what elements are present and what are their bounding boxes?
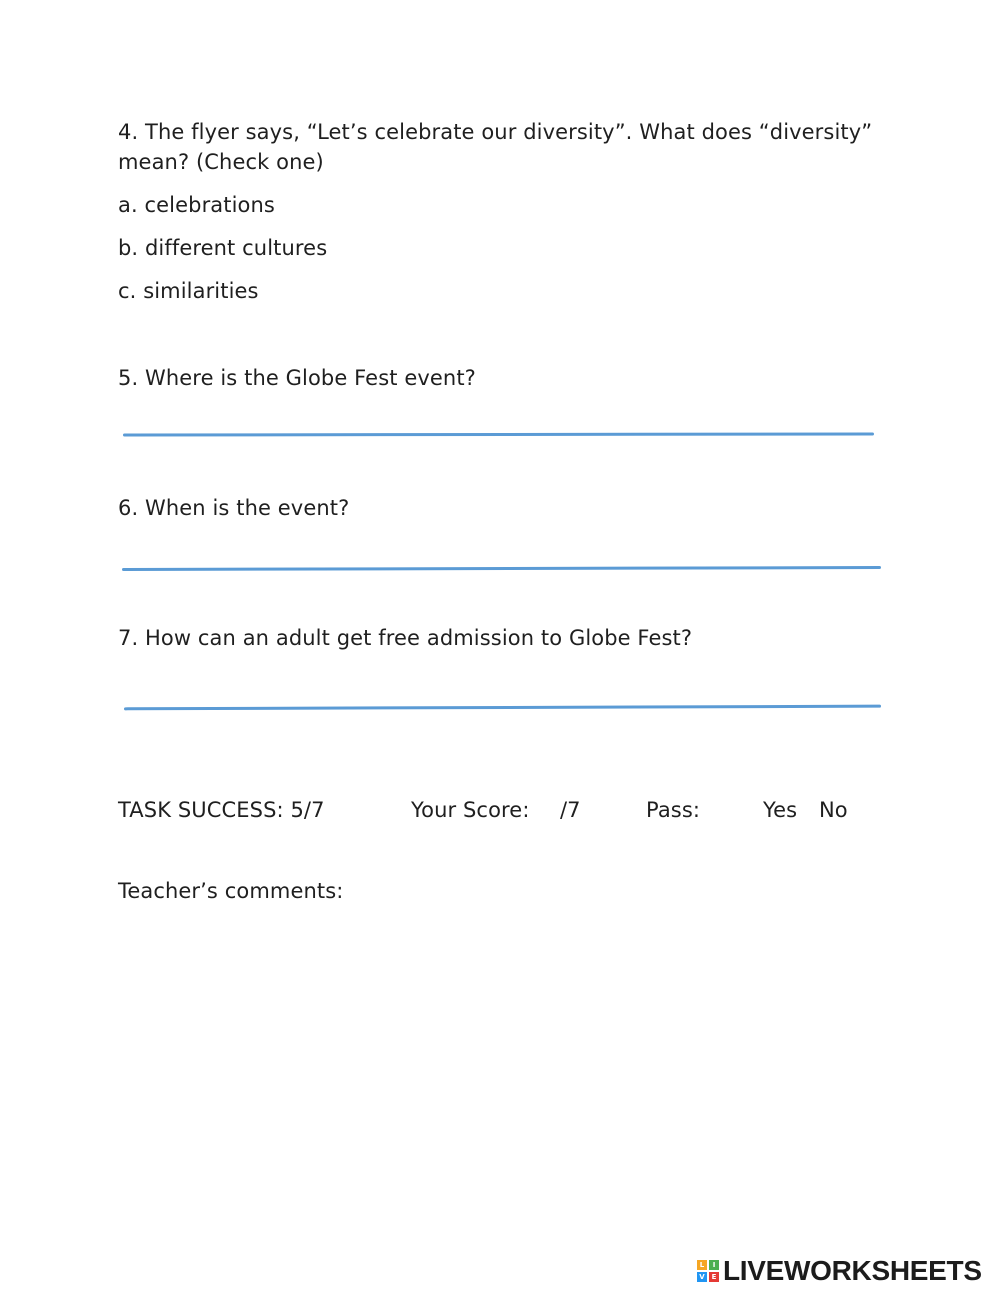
- logo-mark-i: I: [709, 1260, 719, 1270]
- question-6-text: 6. When is the event?: [118, 496, 350, 520]
- pass-no: No: [819, 798, 848, 822]
- question-7-answer-line[interactable]: [124, 705, 881, 711]
- question-4-text-line1: 4. The flyer says, “Let’s celebrate our diversity”. What does “diversity”: [118, 120, 873, 144]
- liveworksheets-logo-text: LIVEWORKSHEETS: [723, 1255, 982, 1286]
- liveworksheets-logo: [697, 1255, 982, 1287]
- question-7-text: 7. How can an adult get free admission to Globe Fest?: [118, 626, 693, 650]
- question-5-answer-line[interactable]: [123, 432, 874, 436]
- question-4-text-line2: mean? (Check one): [118, 150, 324, 174]
- your-score-value: /7: [560, 798, 581, 822]
- teacher-comments-label: Teacher’s comments:: [118, 879, 344, 903]
- logo-mark-e: E: [709, 1272, 719, 1282]
- task-success-text: TASK SUCCESS: 5/7: [118, 798, 325, 822]
- liveworksheets-logo-icon: [697, 1260, 719, 1282]
- question-4-option-a[interactable]: a. celebrations: [118, 193, 275, 217]
- logo-mark-l: L: [697, 1260, 707, 1270]
- logo-mark-v: V: [697, 1272, 707, 1282]
- pass-label: Pass:: [646, 798, 701, 822]
- question-4-option-b[interactable]: b. different cultures: [118, 236, 328, 260]
- your-score-label: Your Score:: [411, 798, 530, 822]
- pass-yes: Yes: [763, 798, 798, 822]
- question-5-text: 5. Where is the Globe Fest event?: [118, 366, 476, 390]
- question-4-option-c[interactable]: c. similarities: [118, 279, 259, 303]
- question-6-answer-line[interactable]: [122, 566, 881, 571]
